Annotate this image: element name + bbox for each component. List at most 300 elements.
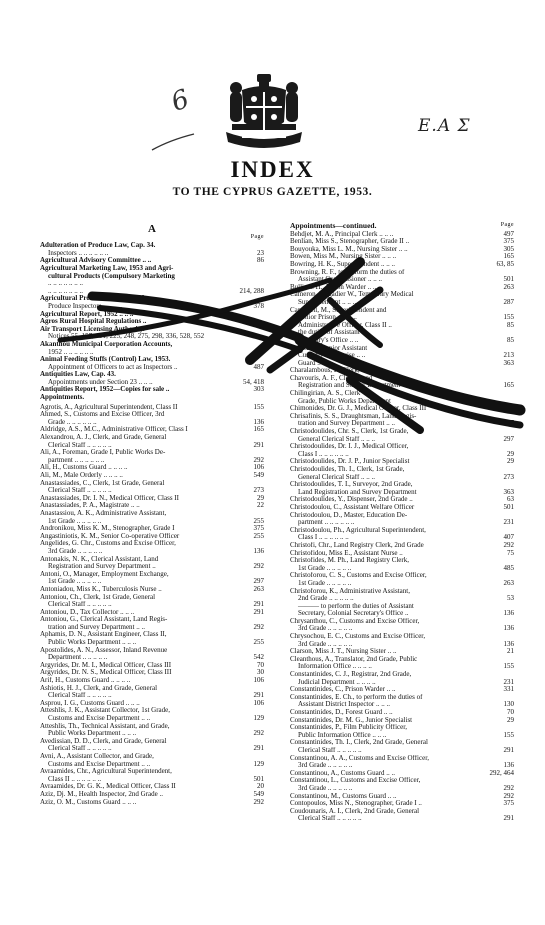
- index-entry: [40, 783, 264, 791]
- index-entry: [290, 572, 514, 580]
- index-entry: [290, 800, 514, 808]
- entry-text: Customs and Excise .. ..: [298, 352, 366, 360]
- entry-text: Akanthou Municipal Corporation Accounts,: [40, 340, 173, 348]
- entry-text: Secretary, Colonial Secretary's Office ..: [298, 610, 409, 618]
- entry-page-number: 292: [253, 455, 264, 464]
- index-entry: [40, 250, 264, 258]
- index-entry: [40, 434, 264, 442]
- entry-page-number: 501: [253, 774, 264, 783]
- entry-text: Avraamides, Chr., Agricultural Superintendent,: [40, 768, 172, 776]
- entry-text: Clerical Staff .. .. .. .. ..: [48, 601, 112, 609]
- entry-page-number: 292: [253, 729, 264, 738]
- index-entry: [40, 295, 264, 303]
- entry-text: Registration and Survey Department ..: [48, 563, 156, 571]
- index-entry: [40, 616, 264, 624]
- index-entry: [40, 548, 264, 556]
- entry-page-number: 255: [253, 516, 264, 525]
- entry-page-number: 231: [503, 677, 514, 686]
- entry-text: Clerical Staff .. .. .. .. ..: [48, 745, 112, 753]
- entry-text: Clarson, Miss J. T., Nursing Sister .. ..: [290, 648, 397, 656]
- entry-text: Avedissian, D. D., Clerk, and Grade, General: [40, 737, 167, 745]
- index-entry: [40, 341, 264, 349]
- entry-text: Atteshlis, J. K., Assistant Collector, 1st Grade,: [40, 707, 170, 715]
- index-entry: [290, 815, 514, 823]
- entry-text: Christodoulides, T. I., Surveyor, 2nd Grade,: [290, 481, 413, 489]
- entry-text: Bowen, Miss M., Nursing Sister .. .. ..: [290, 253, 397, 261]
- index-entry: [40, 654, 264, 662]
- index-entry: [40, 464, 264, 472]
- entry-page-number: 106: [253, 698, 264, 707]
- entry-text: Agricultural Advisory Committee .. ..: [40, 257, 152, 265]
- entry-text: Secretary's Office .. ..: [298, 336, 359, 344]
- index-entry: [40, 745, 264, 753]
- entry-page-number: 85: [507, 320, 514, 329]
- left-index-column: [40, 223, 264, 806]
- entry-text: Constantinides, C., Prison Warder .. ..: [290, 686, 396, 694]
- entry-text: Christodoulides, Th. I., Clerk, 1st Grade,: [290, 466, 405, 473]
- index-entry: [40, 480, 264, 488]
- index-entry: [40, 533, 264, 541]
- entry-text: Chrysanthou, C., Customs and Excise Officer,: [290, 617, 420, 625]
- index-entry: [40, 379, 264, 387]
- index-entry: [40, 280, 264, 288]
- index-entry: [290, 534, 514, 542]
- entry-text: Senior Prison .. .. .. ..: [298, 314, 357, 322]
- index-entry: [290, 747, 514, 755]
- entry-text: Aziz, Dj. M., Health Inspector, 2nd Grade ..: [40, 790, 163, 798]
- index-entry: [40, 457, 264, 465]
- entry-text: Chimonides, Dr. G. J., Medical Officer, Class III: [290, 405, 427, 413]
- entry-text: Antoniou, D., Tax Collector .. .. ..: [40, 608, 135, 616]
- index-entry: [290, 443, 514, 451]
- index-entry: [290, 405, 514, 413]
- entry-text: Atteshlis, Th., Technical Assistant, and Grade,: [40, 722, 170, 730]
- index-entry: [290, 679, 514, 687]
- entry-text: Christofi, Chr., Land Registry Clerk, 2nd Grade: [290, 541, 424, 549]
- entry-text: Administrative Officer, Class II ..: [298, 321, 392, 329]
- index-entry: [40, 631, 264, 639]
- entry-text: Avraamides, Dr. G. K., Medical Officer, Class II: [40, 783, 176, 791]
- entry-page-number: 549: [253, 789, 264, 798]
- entry-page-number: 165: [503, 252, 514, 261]
- entry-page-number: 292: [503, 791, 514, 800]
- left-entry-list: [40, 242, 264, 806]
- right-index-column: [290, 222, 514, 823]
- index-entry: [290, 428, 514, 436]
- index-entry: [40, 738, 264, 746]
- entry-text: 1st Grade .. .. .. .. ..: [48, 578, 102, 586]
- index-entry: [40, 799, 264, 807]
- index-entry: [40, 404, 264, 412]
- index-entry: [290, 329, 514, 337]
- index-entry: [290, 565, 514, 573]
- index-entry: [40, 386, 264, 394]
- index-entry: [40, 502, 264, 510]
- entry-text: Chrisafinis, S. S., Draughtsman, Land Regis-: [290, 412, 417, 420]
- entry-text: Ahmed, S., Customs and Excise Officer, 3rd: [40, 411, 165, 419]
- index-entry: [40, 525, 264, 533]
- index-entry: [290, 253, 514, 261]
- entry-text: Clerical Staff .. .. .. .. ..: [298, 746, 362, 754]
- entry-page-number: 291: [503, 814, 514, 823]
- right-column-heading: Appointments—continued.: [290, 222, 377, 230]
- index-entry: [290, 542, 514, 550]
- page-column-label: Page: [500, 222, 514, 228]
- entry-page-number: 136: [503, 609, 514, 618]
- entry-text: 3rd Grade .. .. .. .. ..: [298, 784, 353, 792]
- entry-text: Antoniadou, Miss K., Tuberculosis Nurse ..: [40, 585, 162, 593]
- index-entry: [290, 717, 514, 725]
- entry-page-number: 29: [507, 715, 514, 724]
- index-entry: [290, 489, 514, 497]
- entry-text: Christofidou, Miss E., Assistant Nurse ..: [290, 549, 403, 557]
- index-entry: [40, 326, 264, 334]
- entry-text: Angelides, G. Chr., Customs and Excise Officer,: [40, 540, 176, 548]
- index-entry: [290, 322, 514, 330]
- entry-text: Customs and Excise Department .. ..: [48, 760, 151, 768]
- entry-page-number: 213: [503, 351, 514, 360]
- index-entry: [290, 588, 514, 596]
- index-entry: [40, 349, 264, 357]
- entry-page-number: 255: [253, 638, 264, 647]
- index-entry: [290, 732, 514, 740]
- index-entry: [40, 791, 264, 799]
- index-entry: [290, 770, 514, 778]
- entry-page-number: 273: [253, 486, 264, 495]
- index-entry: [40, 487, 264, 495]
- index-entry: [40, 753, 264, 761]
- entry-text: Bowring, H. K., Superintendent .. .. ..: [290, 260, 395, 268]
- entry-page-number: 291: [253, 600, 264, 609]
- entry-page-number: 273: [503, 472, 514, 481]
- page-subtitle: TO THE CYPRUS GAZETTE, 1953.: [172, 186, 373, 198]
- entry-page-number: 29: [507, 457, 514, 466]
- index-entry: [40, 495, 264, 503]
- entry-text: M.B.E., Senior Assistant: [298, 344, 368, 352]
- entry-text: Bulli, A. H., Prison Warder .. .. ..: [290, 283, 382, 291]
- entry-text: Agros Rural Hospital Regulations ..: [40, 318, 147, 326]
- index-entry: [290, 641, 514, 649]
- entry-text: Ashiotis, H. J., Clerk, and Grade, General: [40, 684, 158, 692]
- entry-page-number: 331: [503, 685, 514, 694]
- entry-page-number: 75: [507, 548, 514, 557]
- entry-text: Class I .. .. .. .. .. ..: [298, 450, 349, 458]
- entry-text: partment .. .. .. .. .. ..: [48, 456, 105, 464]
- entry-text: Christodoulou, D., Master, Education De-: [290, 511, 408, 519]
- entry-text: Behdjet, M. A., Principal Clerk .. .. ..: [290, 230, 394, 238]
- entry-text: Antonakis, N. K., Clerical Assistant, Land: [40, 555, 159, 563]
- index-entry: [40, 371, 264, 379]
- entry-text: Produce Inspectors .. .. .. ..: [48, 302, 123, 310]
- index-entry: [40, 556, 264, 564]
- index-entry: [40, 624, 264, 632]
- index-entry: [40, 356, 264, 364]
- index-entry: [40, 303, 264, 311]
- handwritten-annotation: E.A Σ: [418, 116, 471, 136]
- entry-text: Constantinides, P., Film Publicity Officer,: [290, 724, 408, 732]
- section-letter: A: [148, 223, 156, 235]
- index-entry: [290, 436, 514, 444]
- entry-page-number: 291: [253, 691, 264, 700]
- entry-text: Constantinides, D., Forest Guard .. ..: [290, 709, 393, 716]
- entry-text: Anastassiades, C., Clerk, 1st Grade, General: [40, 479, 165, 487]
- index-entry: [40, 761, 264, 769]
- index-entry: [40, 685, 264, 693]
- entry-text: Constantinou, A., Customs Guard .. ..: [290, 769, 396, 777]
- index-entry: [290, 724, 514, 732]
- entry-page-number: 129: [253, 759, 264, 768]
- entry-text: 1952 .. .. .. .. .. ..: [48, 348, 94, 356]
- index-entry: [40, 288, 264, 296]
- index-entry: [40, 639, 264, 647]
- entry-text: Constantinou, M., Customs Guard .. ..: [290, 792, 397, 800]
- entry-text: Anastassiades, Dr. I. N., Medical Officer, Class II: [40, 494, 179, 502]
- entry-page-number: 375: [503, 799, 514, 808]
- index-entry: [40, 510, 264, 518]
- entry-text: General Clerical Staff .. .. ..: [298, 473, 376, 481]
- entry-page-number: 297: [253, 577, 264, 586]
- entry-page-number: 85: [507, 335, 514, 344]
- entry-page-number: 487: [253, 362, 264, 371]
- entry-text: Antoniou, Ch., Clerk, 1st Grade, General: [40, 593, 156, 601]
- entry-page-number: 63: [507, 495, 514, 504]
- entry-text: Appointment of Officers to act as Inspectors ..: [48, 363, 178, 371]
- index-entry: [290, 314, 514, 322]
- entry-page-number: 165: [503, 381, 514, 390]
- index-entry: [290, 648, 514, 656]
- index-entry: [290, 755, 514, 763]
- entry-text: Grade .. .. .. .. .. ..: [48, 418, 97, 426]
- entry-text: .. .. .. .. .. .. ..: [48, 287, 83, 295]
- entry-text: Public Works Department .. .. ..: [48, 639, 137, 647]
- entry-text: 3rd Grade .. .. .. .. ..: [298, 640, 353, 648]
- index-entry: [290, 595, 514, 603]
- entry-text: Animal Feeding Stuffs (Control) Law, 1953.: [40, 356, 171, 364]
- index-entry: [290, 625, 514, 633]
- entry-text: Contopoulos, Miss N., Stenographer, Grade I ..: [290, 800, 422, 808]
- entry-page-number: 305: [503, 244, 514, 253]
- index-entry: [290, 375, 514, 383]
- index-entry: [290, 231, 514, 239]
- handwritten-stroke: [150, 132, 196, 152]
- entry-page-number: 30: [257, 668, 264, 677]
- index-entry: [290, 618, 514, 626]
- entry-page-number: 291: [253, 607, 264, 616]
- entry-page-number: 375: [253, 524, 264, 533]
- entry-page-number: 155: [253, 402, 264, 411]
- index-entry: [290, 246, 514, 254]
- entry-page-number: 136: [253, 417, 264, 426]
- entry-page-number: 54, 418: [243, 377, 264, 386]
- royal-coat-of-arms-icon: [222, 72, 306, 162]
- index-entry: [40, 257, 264, 265]
- entry-text: Coudounaris, A. I., Clerk, 2nd Grade, General: [290, 807, 420, 815]
- index-entry: [290, 382, 514, 390]
- entry-text: Christoforou, C. S., Customs and Excise Officer,: [290, 572, 427, 580]
- entry-text: Aziz, O. M., Customs Guard .. .. ..: [40, 798, 137, 806]
- entry-page-number: 214, 288: [239, 286, 264, 295]
- entry-text: Aphamis, D. N., Assistant Engineer, Class II,: [40, 631, 167, 639]
- index-entry: [40, 563, 264, 571]
- index-entry: [40, 265, 264, 273]
- entry-page-number: 29: [257, 493, 264, 502]
- index-entry: [290, 686, 514, 694]
- index-entry: [290, 709, 514, 717]
- entry-text: Christodoulides, Chr. S., Clerk, 1st Grade,: [290, 428, 409, 436]
- entry-text: Christofides, M. Ph., Land Registry Clerk,: [290, 557, 409, 565]
- index-entry: [290, 398, 514, 406]
- entry-page-number: 70: [257, 660, 264, 669]
- page-column-label: Page: [250, 233, 264, 240]
- entry-text: Constantinides, Th. I., Clerk, 2nd Grade, General: [290, 739, 428, 747]
- entry-page-number: 363: [503, 358, 514, 367]
- entry-page-number: 291: [253, 440, 264, 449]
- entry-text: tration and Survey Department .. ..: [48, 623, 146, 631]
- entry-page-number: 303: [253, 385, 264, 394]
- entry-page-number: 292: [253, 562, 264, 571]
- index-entry: [290, 808, 514, 816]
- index-entry: [290, 474, 514, 482]
- index-entry: [290, 793, 514, 801]
- entry-text: Constantinou, L., Customs and Excise Officer,: [290, 777, 421, 785]
- entry-text: Antoniou, G., Clerical Assistant, Land Regis-: [40, 616, 168, 624]
- entry-text: Andronikou, Miss K. M., Stenographer, Grade I: [40, 525, 175, 533]
- entry-text: Alexandrou, A. J., Clerk, and Grade, General: [40, 434, 167, 442]
- index-entry: [290, 337, 514, 345]
- index-entry: [290, 466, 514, 474]
- index-entry: [40, 647, 264, 655]
- index-entry: [40, 707, 264, 715]
- entry-page-number: 375: [503, 237, 514, 246]
- entry-text: Constantinides, E. Ch., to perform the duties of: [290, 693, 423, 701]
- index-entry: [290, 671, 514, 679]
- entry-text: the duties of Assistant: [298, 329, 360, 337]
- right-entry-list: [290, 231, 514, 823]
- entry-text: Clerical Staff .. .. .. .. ..: [48, 692, 112, 700]
- entry-page-number: 106: [253, 463, 264, 472]
- entry-text: Chrysochou, E. C., Customs and Excise Officer,: [290, 633, 426, 641]
- entry-page-number: 292: [503, 540, 514, 549]
- entry-text: Agricultural Report, 1952 .. .. ..: [40, 310, 134, 318]
- entry-page-number: 29: [507, 449, 514, 458]
- entry-page-number: 263: [253, 584, 264, 593]
- index-entry: [40, 394, 264, 402]
- entry-page-number: 129: [253, 714, 264, 722]
- entry-text: Argyrides, Dr. M. I., Medical Officer, Class III: [40, 661, 172, 669]
- entry-page-number: 501: [503, 502, 514, 511]
- entry-text: Adulteration of Produce Law, Cap. 34.: [40, 242, 156, 250]
- entry-text: Anastassiades, P. A., Magistrate .. ..: [40, 502, 140, 510]
- entry-page-number: 297: [503, 434, 514, 443]
- index-entry: [290, 633, 514, 641]
- entry-page-number: 378: [253, 301, 264, 310]
- entry-text: Asprou, I. G., Customs Guard .. .. ..: [40, 699, 140, 707]
- entry-text: tration and Survey Department .. ..: [298, 420, 396, 428]
- entry-text: Inspectors .. .. .. .. .. ..: [48, 249, 109, 257]
- entry-page-number: 491: [253, 347, 264, 356]
- entry-text: Campbell, M., Superintendent and: [290, 306, 387, 314]
- entry-page-number: 155: [503, 313, 514, 322]
- entry-page-number: 297: [503, 419, 514, 428]
- page-title: INDEX: [230, 157, 315, 182]
- entry-page-number: 292: [503, 783, 514, 792]
- index-entry: [40, 318, 264, 326]
- entry-text: Information Office .. .. .. ..: [298, 663, 372, 671]
- entry-text: Grade, Public Works Department: [298, 397, 392, 405]
- entry-text: Ali, A., Foreman, Grade I, Public Works De-: [40, 449, 166, 457]
- index-entry: [40, 700, 264, 708]
- entry-text: Chavouris, A. F., Clerk, Land: [290, 374, 373, 382]
- entry-text: Clerical Staff .. .. .. .. ..: [48, 441, 112, 449]
- index-entry: [290, 504, 514, 512]
- handwritten-number: 6: [167, 84, 194, 118]
- index-entry: [40, 594, 264, 602]
- index-entry: [40, 571, 264, 579]
- entry-page-number: 291: [503, 745, 514, 754]
- index-entry: [40, 669, 264, 677]
- index-entry: [290, 345, 514, 353]
- entry-text: Constantinides, C. J., Registrar, 2nd Grade,: [290, 671, 412, 679]
- entry-page-number: 363: [503, 487, 514, 496]
- entry-text: partment .. .. .. .. .. ..: [298, 519, 355, 527]
- index-entry: [290, 701, 514, 709]
- entry-text: Public Information Office .. .. ..: [298, 731, 387, 739]
- entry-text: Charalambous, P., Clerk, Land: [290, 367, 376, 375]
- entry-text: Aldridge, A.S., M.C., Administrative Officer, Class I: [40, 426, 188, 434]
- entry-text: 3rd Grade .. .. .. .. ..: [298, 625, 353, 633]
- entry-text: Registration and Survey Department: [298, 382, 401, 390]
- entry-page-number: 287: [503, 297, 514, 306]
- index-entry: [290, 512, 514, 520]
- index-entry: [40, 692, 264, 700]
- entry-page-number: 407: [503, 533, 514, 542]
- entry-page-number: 255: [253, 531, 264, 540]
- index-entry: [290, 603, 514, 611]
- entry-text: Agrotis, A., Agricultural Superintendent, Class II: [40, 403, 178, 411]
- entry-text: Antiquities Law, Cap. 43.: [40, 371, 116, 379]
- index-entry: [40, 768, 264, 776]
- entry-text: Assistant District Inspector .. .. ..: [298, 701, 390, 709]
- entry-text: Benlian, Miss S., Stenographer, Grade II ..: [290, 238, 410, 246]
- index-entry: [290, 360, 514, 368]
- entry-text: 1st Grade .. .. .. .. ..: [48, 517, 102, 525]
- index-entry: [40, 601, 264, 609]
- index-entry: [290, 420, 514, 428]
- right-column-heading-row: [290, 222, 514, 231]
- index-entry: [290, 610, 514, 618]
- entry-text: Class I .. .. .. .. .. ..: [298, 534, 349, 542]
- entry-page-number: 106: [253, 676, 264, 685]
- entry-text: Argyrides, Dr. N. S., Medical Officer, Class III: [40, 669, 172, 677]
- entry-page-number: 165: [253, 425, 264, 434]
- entry-text: Guard .. .. ..: [298, 359, 332, 367]
- entry-text: .. .. .. .. .. .. ..: [48, 280, 83, 288]
- entry-text: Cleanthous, A., Translator, 2nd Grade, Public: [290, 655, 418, 663]
- entry-page-number: 130: [503, 700, 514, 709]
- index-entry: [290, 390, 514, 398]
- entry-text: Chilingirian, A. S., Clerk: [290, 390, 361, 398]
- entry-text: Christodoulides, Dr. J. P., Junior Specialist: [290, 458, 410, 466]
- index-entry: [290, 284, 514, 292]
- entry-page-number: 136: [503, 761, 514, 770]
- index-entry: [40, 677, 264, 685]
- entry-text: Notices 55, 157, 191, 225, 248, 275, 298, 336, 528, 552: [48, 333, 205, 341]
- entry-text: Appointments.: [40, 394, 85, 402]
- index-entry: [290, 451, 514, 459]
- entry-text: General Clerical Staff .. .. ..: [298, 435, 376, 443]
- index-entry: [40, 540, 264, 548]
- entry-text: Avni, A., Assistant Collector, and Grade,: [40, 752, 154, 760]
